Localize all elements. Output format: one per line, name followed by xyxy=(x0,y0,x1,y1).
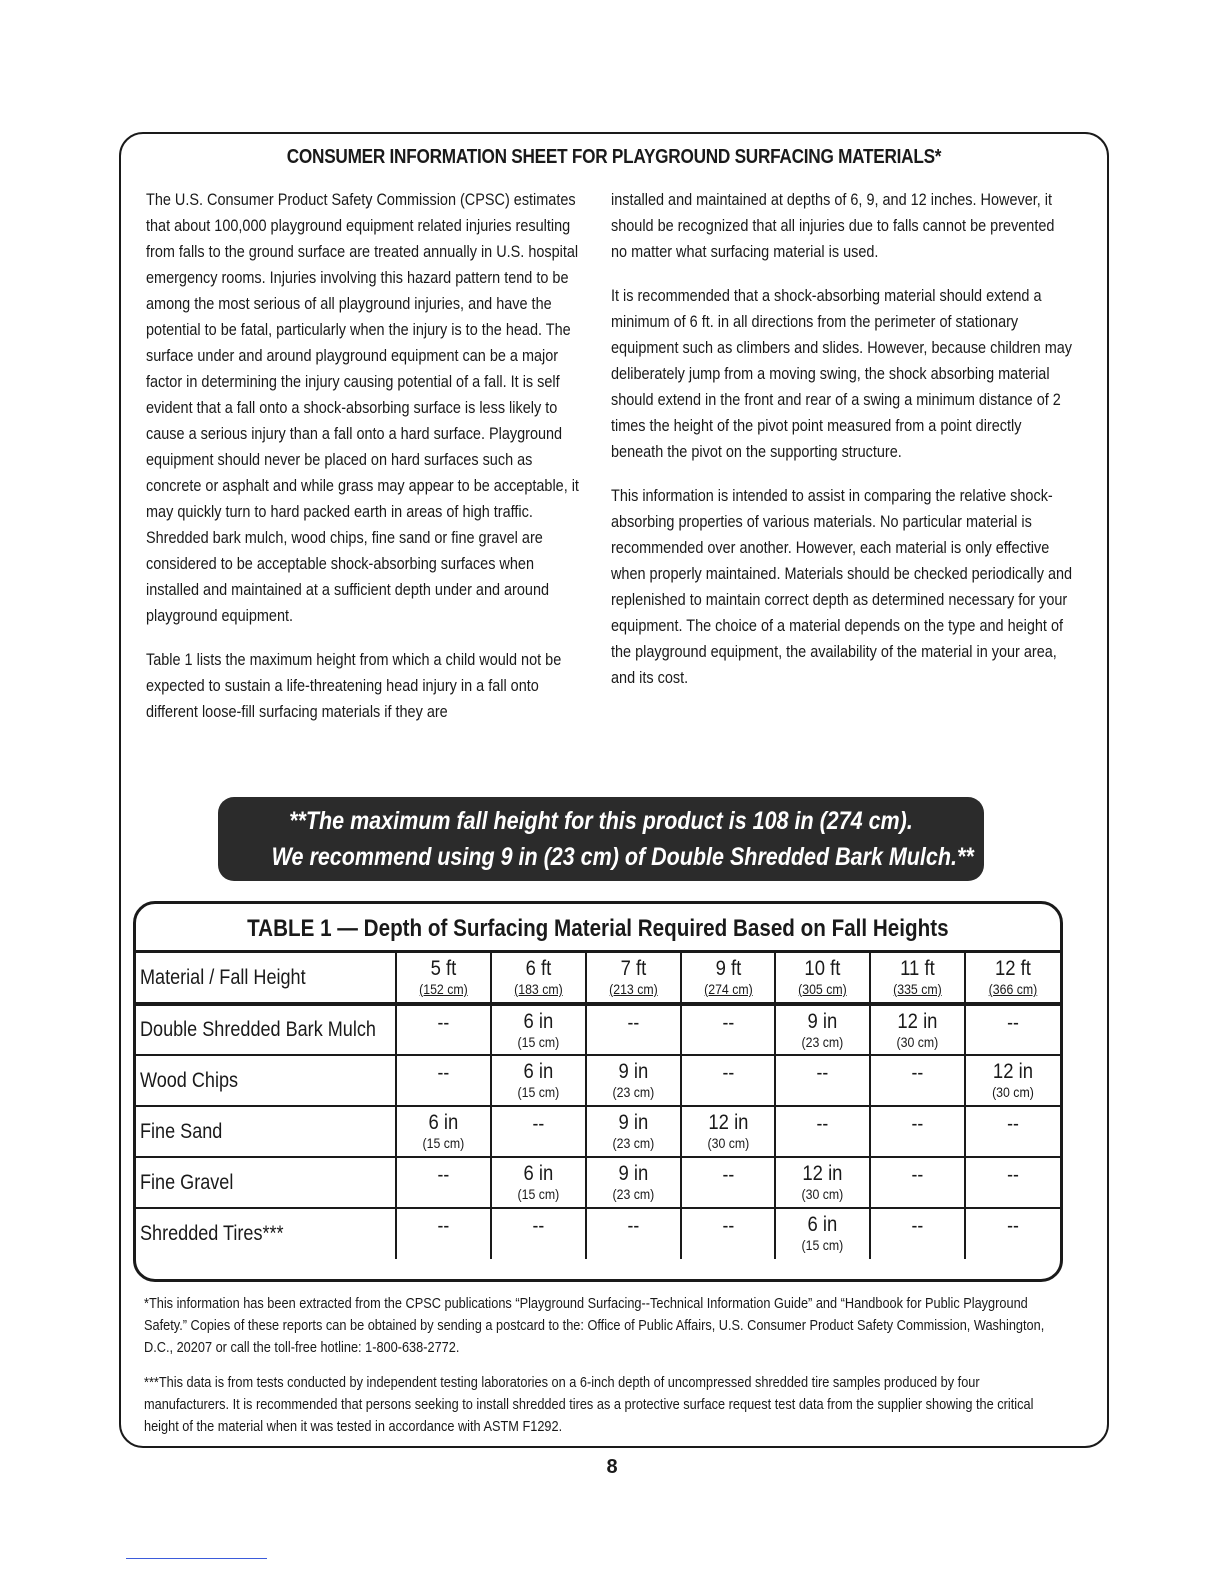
table-row xyxy=(136,1004,1060,1055)
depth-in: 6 in xyxy=(523,1060,554,1083)
depth-cell-content xyxy=(972,1107,1055,1136)
material-name: Fine Sand xyxy=(140,1119,223,1143)
depth-in: -- xyxy=(532,1113,545,1135)
table-row xyxy=(136,1106,1060,1157)
depth-cell-content xyxy=(497,1158,579,1203)
depth-in: -- xyxy=(1007,1113,1019,1135)
depth-cm: (15 cm) xyxy=(517,1034,560,1050)
footnote: ***This data is from tests conducted by independent testing laboratories on a 6-inch depth of uncompressed shredded tire samples produced by four manufacturers. It is recommended that persons seeking to install shredded tires as a protective surface request test data from the supplier showing the critical height of the material when it was tested in accordance with ASTM F1292. xyxy=(144,1374,1034,1435)
header-cell-content xyxy=(877,953,959,998)
depth-cell-content xyxy=(972,1158,1055,1187)
height-cm: (183 cm) xyxy=(513,981,563,997)
header-cell-content xyxy=(972,953,1055,998)
table-row xyxy=(136,1055,1060,1106)
depth-table xyxy=(136,953,1060,1259)
depth-cell xyxy=(586,1004,681,1055)
height-cm: (152 cm) xyxy=(419,981,468,997)
height-cm: (335 cm) xyxy=(893,981,942,997)
depth-cell xyxy=(491,1157,586,1208)
corner-label: Material / Fall Height xyxy=(140,965,306,989)
depth-in: 6 in xyxy=(523,1010,554,1033)
depth-cell-content xyxy=(687,1158,769,1187)
depth-in: -- xyxy=(1007,1215,1019,1237)
fall-height-banner xyxy=(218,797,984,881)
footnote: *This information has been extracted from the CPSC publications “Playground Surfacing--Technical Information Guide” and “Handbook for Public Playground Safety.” Copies of these reports can be obtained by sending a postcard to the: Office of Public Affairs, U.S. Consumer Product Safety Commission, Washington, D.C., 20207 or call the toll-free hotline: 1-800-638-2772. xyxy=(144,1295,1045,1356)
banner-line: **The maximum fall height for this product is 108 in (274 cm). xyxy=(289,807,913,835)
depth-cell xyxy=(491,1004,586,1055)
depth-cell xyxy=(396,1004,491,1055)
material-cell xyxy=(136,1106,396,1157)
material-cell xyxy=(136,1157,396,1208)
material-cell xyxy=(136,1055,396,1106)
depth-in: 9 in xyxy=(618,1162,649,1185)
height-cm: (366 cm) xyxy=(988,981,1038,997)
depth-cell xyxy=(775,1004,870,1055)
depth-cell xyxy=(491,1106,586,1157)
paragraph: The U.S. Consumer Product Safety Commission (CPSC) estimates that about 100,000 playground equipment related injuries resulting from falls to the ground surface are treated annually in U.S. hospital emergency rooms. Injuries involving this hazard pattern tend to be among the most serious of all playground injuries, and have the potential to be fatal, particularly when the injury is to the head. The surface under and around playground equipment can be a major factor in determining the injury causing potential of a fall. It is self evident that a fall onto a shock-absorbing surface is less likely to cause a serious injury than a fall onto a hard surface. Playground equipment should never be placed on hard surfaces such as concrete or asphalt and while grass may appear to be acceptable, it may quickly turn to hard packed earth in areas of high traffic. Shredded bark mulch, wood chips, fine sand or fine gravel are considered to be acceptable shock-absorbing surfaces when installed and maintained at a sufficient depth under and around playground equipment. xyxy=(146,190,579,625)
fall-height-header xyxy=(681,953,776,1004)
depth-cell-content xyxy=(972,1209,1055,1238)
depth-cell xyxy=(681,1055,776,1106)
table-title-text: TABLE 1 — Depth of Surfacing Material Required Based on Fall Heights xyxy=(247,915,949,942)
depth-cell-content xyxy=(592,1209,674,1238)
header-cell-content xyxy=(687,953,769,998)
depth-cell xyxy=(870,1004,965,1055)
table-title xyxy=(136,904,1060,953)
depth-in: -- xyxy=(911,1164,924,1186)
depth-in: -- xyxy=(437,1012,450,1034)
depth-cell xyxy=(965,1208,1060,1259)
depth-cell xyxy=(775,1106,870,1157)
depth-cell xyxy=(870,1055,965,1106)
depth-cell-content xyxy=(687,1107,769,1152)
depth-in: -- xyxy=(437,1215,450,1237)
sheet-title: CONSUMER INFORMATION SHEET FOR PLAYGROUND SURFACING MATERIALS* xyxy=(286,146,942,168)
depth-cell xyxy=(491,1208,586,1259)
depth-in: -- xyxy=(1007,1012,1019,1034)
depth-in: -- xyxy=(816,1113,829,1135)
depth-in: 6 in xyxy=(428,1111,459,1134)
depth-in: -- xyxy=(627,1012,639,1034)
depth-cm: (30 cm) xyxy=(896,1034,939,1050)
depth-cm: (30 cm) xyxy=(992,1084,1034,1100)
table-row xyxy=(136,1157,1060,1208)
depth-in: 12 in xyxy=(802,1162,843,1185)
depth-in: 12 in xyxy=(707,1111,748,1134)
depth-in: -- xyxy=(911,1113,924,1135)
depth-cell-content xyxy=(403,1006,485,1035)
height-ft: 11 ft xyxy=(900,957,935,980)
depth-in: -- xyxy=(627,1215,639,1237)
depth-cell xyxy=(965,1004,1060,1055)
height-cm: (305 cm) xyxy=(798,981,848,997)
height-ft: 7 ft xyxy=(620,957,646,980)
depth-cell xyxy=(586,1106,681,1157)
depth-in: 9 in xyxy=(618,1111,649,1134)
depth-cell-content xyxy=(497,1107,579,1136)
table-header-row xyxy=(136,953,1060,1004)
depth-cell-content xyxy=(877,1209,959,1238)
depth-cell xyxy=(681,1106,776,1157)
fall-height-header xyxy=(965,953,1060,1004)
depth-in: 6 in xyxy=(523,1162,554,1185)
link-underline xyxy=(126,1558,267,1559)
depth-cell-content xyxy=(403,1056,485,1085)
depth-cell-content xyxy=(877,1056,959,1085)
depth-in: -- xyxy=(532,1215,545,1237)
depth-cell-content xyxy=(972,1006,1055,1035)
paragraph: It is recommended that a shock-absorbing material should extend a minimum of 6 ft. in all directions from the perimeter of stationary equipment such as climbers and slides. However, because children may deliberately jump from a moving swing, the shock absorbing material should extend in the front and rear of a swing a minimum distance of 2 times the height of the pivot point measured from a point directly beneath the pivot on the supporting structure. xyxy=(611,286,1073,461)
depth-in: 6 in xyxy=(807,1213,838,1236)
surfacing-table xyxy=(133,901,1063,1282)
depth-cell-content xyxy=(782,1107,864,1136)
material-name: Shredded Tires*** xyxy=(140,1222,284,1245)
paragraph: Table 1 lists the maximum height from which a child would not be expected to sustain a life-threatening head injury in a fall onto different loose-fill surfacing materials if they are xyxy=(146,650,562,721)
footnotes xyxy=(144,1293,1054,1451)
header-cell-content xyxy=(592,953,674,998)
depth-cell xyxy=(396,1157,491,1208)
height-ft: 12 ft xyxy=(995,957,1032,980)
depth-cell xyxy=(586,1208,681,1259)
depth-cell-content xyxy=(403,1107,485,1152)
depth-in: -- xyxy=(437,1164,450,1186)
depth-cell-content xyxy=(592,1056,674,1101)
height-ft: 5 ft xyxy=(430,957,457,980)
depth-in: -- xyxy=(722,1012,734,1034)
depth-cell-content xyxy=(782,1006,864,1051)
depth-cell-content xyxy=(687,1209,769,1238)
depth-cell xyxy=(681,1157,776,1208)
depth-cell xyxy=(775,1157,870,1208)
depth-cell xyxy=(681,1004,776,1055)
height-cm: (274 cm) xyxy=(703,981,753,997)
depth-cell-content xyxy=(497,1209,579,1238)
depth-cm: (15 cm) xyxy=(422,1135,465,1151)
left-column xyxy=(146,187,586,743)
depth-in: -- xyxy=(722,1062,734,1084)
table-row xyxy=(136,1208,1060,1259)
depth-cell-content xyxy=(687,1056,769,1085)
depth-cm: (23 cm) xyxy=(612,1186,654,1202)
depth-in: 12 in xyxy=(897,1010,938,1033)
depth-in: -- xyxy=(1007,1164,1019,1186)
header-cell-content xyxy=(403,953,485,998)
depth-cell xyxy=(965,1106,1060,1157)
depth-cell xyxy=(396,1055,491,1106)
depth-cell xyxy=(586,1055,681,1106)
depth-cell xyxy=(586,1157,681,1208)
depth-cell xyxy=(681,1208,776,1259)
height-cm: (213 cm) xyxy=(608,981,658,997)
depth-cell xyxy=(775,1208,870,1259)
paragraph: This information is intended to assist in comparing the relative shock-absorbing properties of various materials. No particular material is recommended over another. However, each material is only effective when properly maintained. Materials should be checked periodically and replenished to maintain correct depth as determined necessary for your equipment. The choice of a material depends on the type and height of the playground equipment, the availability of the material in your area, and its cost. xyxy=(611,486,1073,687)
depth-cell xyxy=(870,1106,965,1157)
depth-cell-content xyxy=(592,1006,674,1035)
depth-cell-content xyxy=(592,1158,674,1203)
depth-in: 9 in xyxy=(807,1010,838,1033)
corner-cell xyxy=(136,953,396,1004)
fall-height-header xyxy=(491,953,586,1004)
depth-cm: (15 cm) xyxy=(801,1237,844,1253)
depth-cell xyxy=(396,1208,491,1259)
depth-cell-content xyxy=(782,1056,864,1085)
fall-height-header xyxy=(775,953,870,1004)
depth-cell-content xyxy=(782,1158,864,1203)
depth-in: -- xyxy=(437,1062,450,1084)
depth-cm: (30 cm) xyxy=(707,1135,749,1151)
height-ft: 6 ft xyxy=(525,957,552,980)
depth-in: -- xyxy=(816,1062,829,1084)
fall-height-header xyxy=(586,953,681,1004)
depth-cell-content xyxy=(497,1006,579,1051)
material-cell xyxy=(136,1208,396,1259)
depth-cell-content xyxy=(877,1158,959,1187)
material-cell xyxy=(136,1004,396,1055)
depth-cell-content xyxy=(497,1056,579,1101)
depth-cm: (23 cm) xyxy=(612,1084,654,1100)
header-cell-content xyxy=(782,953,864,998)
depth-cell-content xyxy=(403,1209,485,1238)
depth-cm: (23 cm) xyxy=(801,1034,844,1050)
depth-cell-content xyxy=(592,1107,674,1152)
depth-cell-content xyxy=(403,1158,485,1187)
header-cell-content xyxy=(497,953,579,998)
page-number: 8 xyxy=(606,1456,618,1478)
depth-cm: (15 cm) xyxy=(517,1186,560,1202)
material-name: Wood Chips xyxy=(140,1068,239,1092)
height-ft: 10 ft xyxy=(804,957,841,980)
material-name: Fine Gravel xyxy=(140,1170,234,1194)
depth-cm: (15 cm) xyxy=(517,1084,560,1100)
depth-cell xyxy=(965,1157,1060,1208)
fall-height-header xyxy=(396,953,491,1004)
depth-cell-content xyxy=(877,1107,959,1136)
depth-cell-content xyxy=(877,1006,959,1051)
fall-height-header xyxy=(870,953,965,1004)
banner-line: We recommend using 9 in (23 cm) of Double Shredded Bark Mulch.** xyxy=(271,843,974,871)
depth-cell-content xyxy=(972,1056,1055,1101)
height-ft: 9 ft xyxy=(715,957,741,980)
depth-cm: (23 cm) xyxy=(612,1135,654,1151)
right-column xyxy=(611,187,1074,709)
depth-cell xyxy=(491,1055,586,1106)
depth-cell xyxy=(870,1208,965,1259)
depth-cell-content xyxy=(782,1209,864,1254)
depth-in: -- xyxy=(722,1164,734,1186)
depth-in: -- xyxy=(722,1215,734,1237)
depth-cell xyxy=(870,1157,965,1208)
depth-cm: (30 cm) xyxy=(801,1186,844,1202)
depth-in: -- xyxy=(911,1062,924,1084)
depth-in: 12 in xyxy=(992,1060,1034,1083)
depth-in: 9 in xyxy=(618,1060,649,1083)
depth-cell xyxy=(396,1106,491,1157)
depth-cell-content xyxy=(687,1006,769,1035)
depth-in: -- xyxy=(911,1215,924,1237)
material-name: Double Shredded Bark Mulch xyxy=(140,1018,376,1041)
depth-cell xyxy=(775,1055,870,1106)
paragraph: installed and maintained at depths of 6, 9, and 12 inches. However, it should be recognized that all injuries due to falls cannot be prevented no matter what surfacing material is used. xyxy=(611,190,1055,261)
depth-cell xyxy=(965,1055,1060,1106)
